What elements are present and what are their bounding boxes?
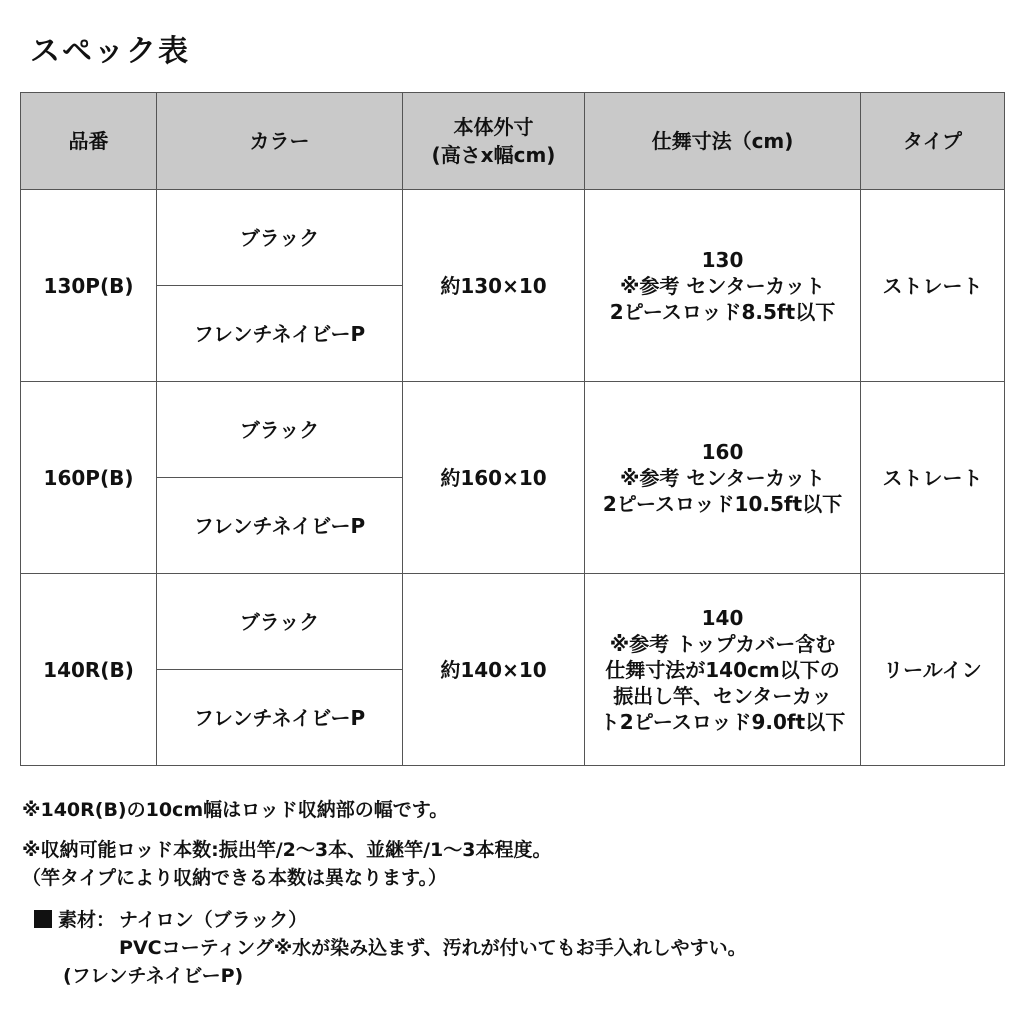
color-cell: ブラック xyxy=(157,574,403,670)
storage-value: 130 xyxy=(701,247,744,272)
header-color: カラー xyxy=(157,93,403,190)
size-cell: 約140×10 xyxy=(403,574,585,766)
page-title: スペック表 xyxy=(30,34,190,69)
table-row xyxy=(21,574,1005,670)
type-cell: リールイン xyxy=(861,574,1005,766)
color-cell: フレンチネイビーP xyxy=(157,670,403,766)
table-row xyxy=(21,382,1005,478)
type-cell: ストレート xyxy=(861,190,1005,382)
storage-note: 仕舞寸法が140cm以下の xyxy=(605,657,840,682)
color-cell: ブラック xyxy=(157,190,403,286)
header-size-line1: 本体外寸 xyxy=(453,115,534,139)
type-cell: ストレート xyxy=(861,382,1005,574)
color-cell: フレンチネイビーP xyxy=(157,478,403,574)
storage-value: 140 xyxy=(701,605,744,630)
part-no-cell: 140R(B) xyxy=(21,574,157,766)
footnote: ※140R(B)の10cm幅はロッド収納部の幅です。 xyxy=(22,799,449,821)
square-bullet-icon xyxy=(34,910,52,928)
header-part-no: 品番 xyxy=(21,93,157,190)
header-storage: 仕舞寸法（cm) xyxy=(585,93,861,190)
header-size-line2: (高さx幅cm) xyxy=(431,143,556,167)
storage-note: ※参考 センターカット xyxy=(619,273,825,298)
storage-note: ※参考 トップカバー含む xyxy=(609,631,836,656)
storage-value: 160 xyxy=(701,439,744,464)
material-label: 素材： xyxy=(58,909,116,931)
header-size xyxy=(403,93,585,190)
table-header-row xyxy=(21,93,1005,190)
footnote: （竿タイプにより収納できる本数は異なります。） xyxy=(22,867,448,889)
spec-table xyxy=(20,92,1005,766)
storage-note: 2ピースロッド10.5ft以下 xyxy=(602,491,843,516)
footer-notes xyxy=(22,796,1012,990)
material-line: ナイロン（ブラック） xyxy=(119,909,308,931)
material-line: (フレンチネイビーP) xyxy=(63,965,244,987)
footnote: ※収納可能ロッド本数:振出竿/2〜3本、並継竿/1〜3本程度。 xyxy=(22,839,552,861)
size-cell: 約160×10 xyxy=(403,382,585,574)
material-line: PVCコーティング※水が染み込まず、汚れが付いてもお手入れしやすい。 xyxy=(119,937,747,959)
part-no-cell: 130P(B) xyxy=(21,190,157,382)
header-type: タイプ xyxy=(861,93,1005,190)
material-section xyxy=(22,906,1012,990)
color-cell: フレンチネイビーP xyxy=(157,286,403,382)
storage-note: 2ピースロッド8.5ft以下 xyxy=(609,299,836,324)
size-cell: 約130×10 xyxy=(403,190,585,382)
storage-note: 振出し竿、センターカッ xyxy=(613,683,832,708)
storage-cell xyxy=(585,382,861,574)
storage-note: ※参考 センターカット xyxy=(619,465,825,490)
table-row xyxy=(21,190,1005,286)
part-no-cell: 160P(B) xyxy=(21,382,157,574)
color-cell: ブラック xyxy=(157,382,403,478)
storage-cell xyxy=(585,190,861,382)
storage-note: ト2ピースロッド9.0ft以下 xyxy=(599,709,846,734)
storage-cell xyxy=(585,574,861,766)
